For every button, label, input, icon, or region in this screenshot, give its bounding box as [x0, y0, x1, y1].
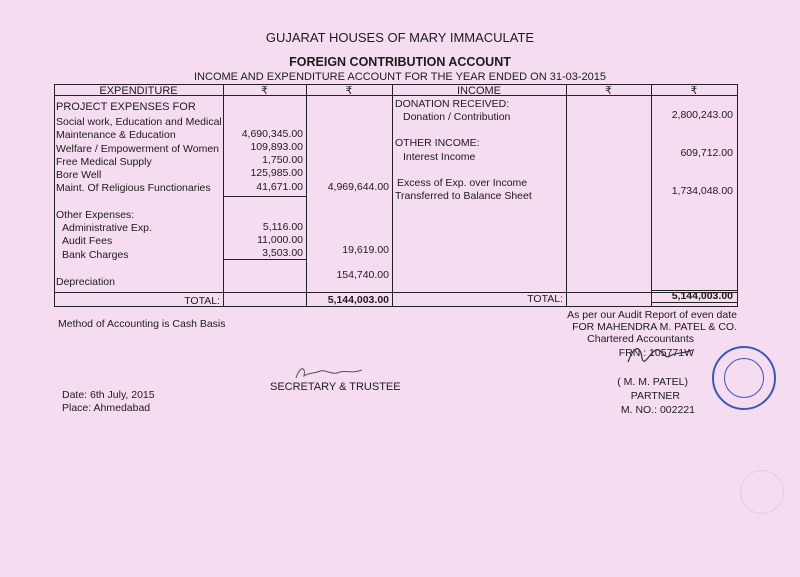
- donation-heading: DONATION RECEIVED:: [395, 98, 510, 110]
- depreciation-amount: 154,740.00: [336, 269, 389, 281]
- income-label: Donation / Contribution: [403, 111, 511, 123]
- income-amount: 1,734,048.00: [671, 185, 733, 197]
- expense-amount: 125,985.00: [250, 167, 303, 179]
- expense-label: Administrative Exp.: [62, 222, 152, 234]
- secretary-trustee-label: SECRETARY & TRUSTEE: [270, 381, 401, 393]
- partner-signature-icon: [620, 340, 700, 370]
- income-amount: 609,712.00: [680, 147, 733, 159]
- other-income-heading: OTHER INCOME:: [395, 137, 480, 149]
- audit-report-line: As per our Audit Report of even date: [567, 309, 737, 321]
- accounting-method-note: Method of Accounting is Cash Basis: [58, 318, 226, 330]
- income-total: 5,144,003.00: [671, 290, 733, 302]
- firm-registration-number: FRN.: 105771W: [618, 347, 694, 359]
- partner-role: PARTNER: [630, 390, 680, 402]
- document-date: Date: 6th July, 2015: [62, 389, 155, 401]
- currency-header: ₹: [690, 85, 698, 97]
- expense-amount: 4,690,345.00: [241, 128, 303, 140]
- expense-label: Maintenance & Education: [56, 129, 176, 141]
- expense-amount: 109,893.00: [250, 141, 303, 153]
- income-label: Interest Income: [403, 151, 476, 163]
- currency-header: ₹: [605, 85, 612, 97]
- faint-stamp-icon: [740, 470, 784, 514]
- expense-label: Social work, Education and Medical: [56, 116, 222, 128]
- currency-header: ₹: [261, 85, 268, 97]
- expenditure-header: EXPENDITURE: [99, 85, 178, 97]
- project-expenses-heading: PROJECT EXPENSES FOR: [56, 101, 196, 113]
- expense-amount: 1,750.00: [262, 154, 303, 166]
- income-total-label: TOTAL:: [527, 293, 563, 305]
- income-amount: 2,800,243.00: [671, 109, 733, 121]
- expense-label: Audit Fees: [62, 235, 113, 247]
- expenditure-total-label: TOTAL:: [184, 295, 220, 307]
- expense-label: Bore Well: [56, 169, 102, 181]
- other-expenses-total: 19,619.00: [342, 244, 389, 256]
- auditor-firm: FOR MAHENDRA M. PATEL & CO.: [572, 321, 737, 333]
- income-header: INCOME: [457, 85, 501, 97]
- other-expenses-heading: Other Expenses:: [56, 209, 135, 221]
- depreciation-label: Depreciation: [56, 276, 115, 288]
- expense-label: Welfare / Empowerment of Women: [56, 143, 220, 155]
- expense-amount: 3,503.00: [262, 247, 303, 259]
- partner-name: ( M. M. PATEL): [617, 376, 688, 388]
- org-name: GUJARAT HOUSES OF MARY IMMACULATE: [265, 30, 535, 45]
- excess-label: Excess of Exp. over Income: [397, 177, 528, 189]
- expense-amount: 41,671.00: [256, 181, 303, 193]
- membership-number: M. NO.: 002221: [620, 404, 695, 416]
- expense-label: Bank Charges: [62, 249, 129, 261]
- auditor-designation: Chartered Accountants: [587, 333, 694, 345]
- project-expenses-total: 4,969,644.00: [327, 181, 389, 193]
- document-title: FOREIGN CONTRIBUTION ACCOUNT: [289, 55, 511, 69]
- expense-label: Maint. Of Religious Functionaries: [56, 182, 211, 194]
- expense-amount: 11,000.00: [257, 234, 303, 246]
- expense-amount: 5,116.00: [262, 221, 303, 233]
- document-subtitle: INCOME AND EXPENDITURE ACCOUNT FOR THE YEAR ENDED ON 31-03-2015: [194, 71, 606, 83]
- expense-label: Free Medical Supply: [56, 156, 152, 168]
- excess-label: Transferred to Balance Sheet: [395, 190, 532, 202]
- document-place: Place: Ahmedabad: [62, 402, 151, 414]
- expenditure-total: 5,144,003.00: [327, 294, 389, 306]
- auditor-seal-icon: [712, 346, 776, 410]
- currency-header: ₹: [345, 85, 353, 97]
